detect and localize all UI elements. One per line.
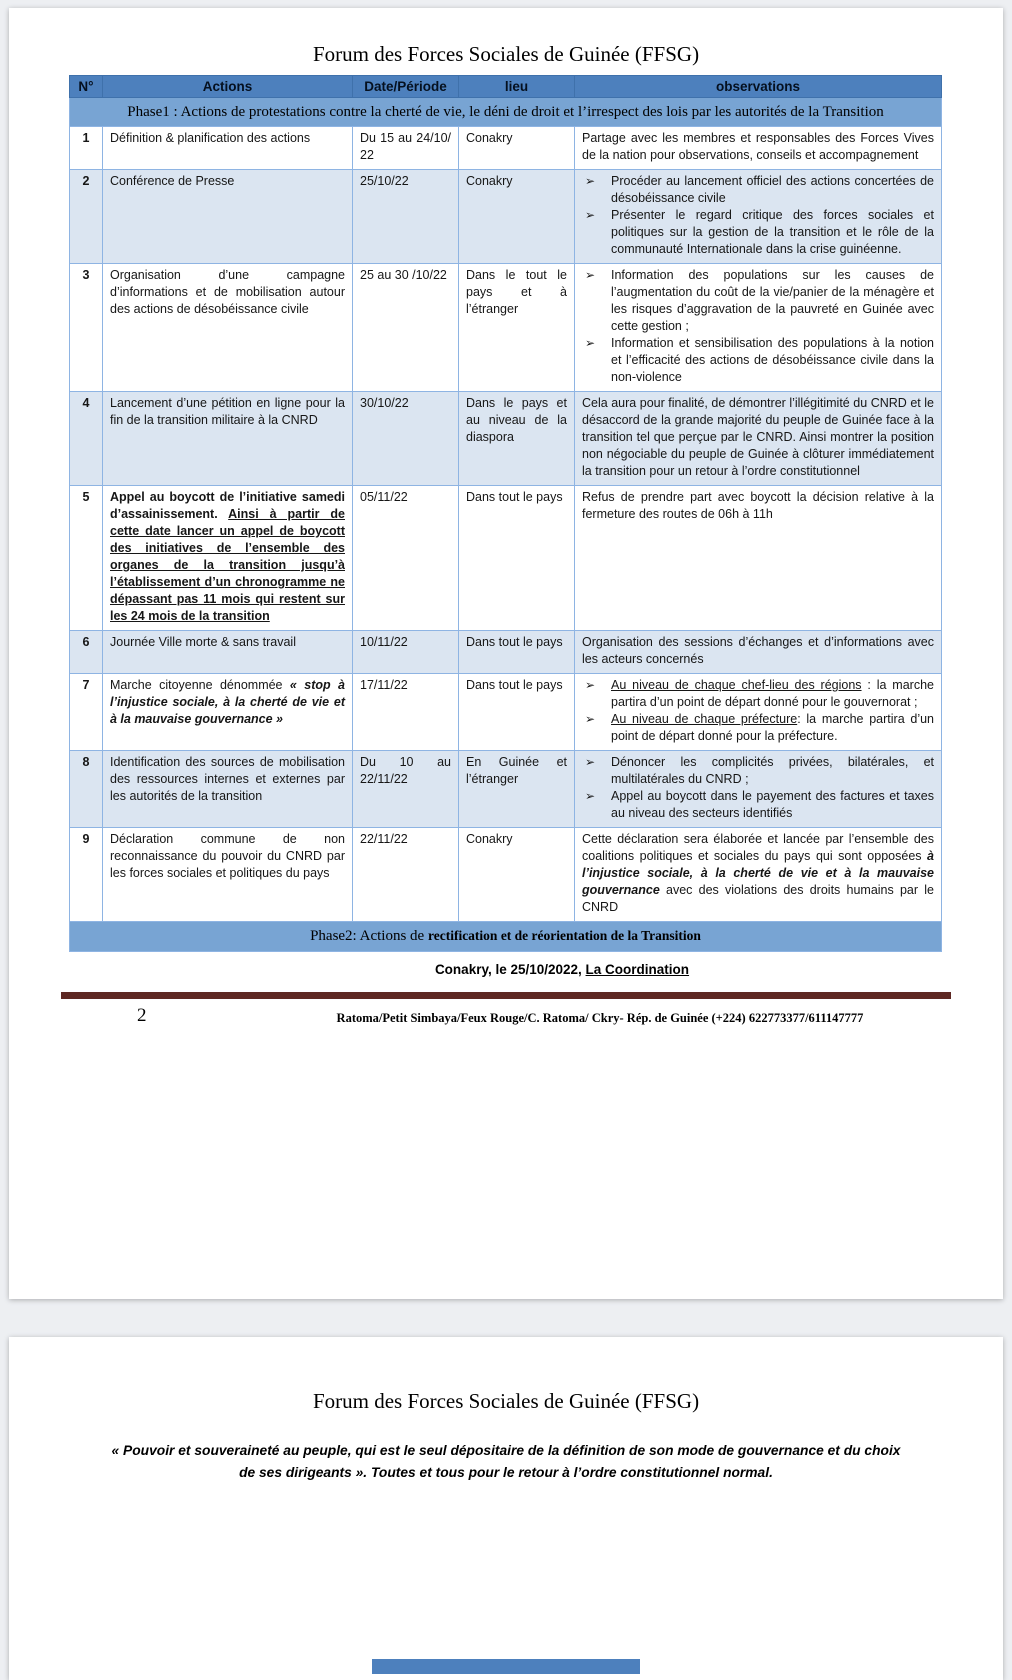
action-cell: [103, 828, 353, 922]
row-number-cell: 5: [70, 486, 103, 631]
observations-cell: [575, 751, 942, 828]
observations-cell: [575, 486, 942, 631]
observation-bullet: [582, 711, 934, 745]
column-header-1: [103, 76, 353, 98]
bullet-text: [611, 788, 934, 822]
column-header-2: [353, 76, 459, 98]
action-cell: [103, 264, 353, 392]
date-cell: 30/10/22: [353, 392, 459, 486]
phase2-band-label: [70, 922, 942, 951]
bullet-arrow-icon: ➢: [585, 712, 596, 727]
observation-bullet: [582, 267, 934, 335]
text-run: Partage avec les membres et responsables des Forces Vives de la nation pour observations, conseils et accompagnement: [582, 131, 934, 163]
observation-bullet: [582, 207, 934, 258]
text-run: Phase1 : Actions de protestations contre la cherté de vie, le déni de droit et l’irrespect des lois par les autorités de la Transition: [127, 104, 884, 120]
observation-bullet: [582, 335, 934, 386]
text-run: Information des populations sur les causes de l’augmentation du coût de la vie/panier de la ménagère et les risques d’aggravation de la pauvreté en Guinée avec cette gestion ;: [611, 268, 934, 334]
column-header-4: [575, 76, 942, 98]
bullet-arrow-icon: ➢: [585, 208, 596, 223]
text-run: à l’injustice sociale, à la cherté de vie et à la mauvaise gouvernance: [582, 849, 934, 898]
row-number-cell: 3: [70, 264, 103, 392]
table-row-9: [70, 828, 942, 922]
text-run: La Coordination: [585, 961, 690, 977]
observations-cell: [575, 264, 942, 392]
lieu-cell: Dans tout le pays: [459, 486, 575, 631]
row-number-cell: 2: [70, 170, 103, 264]
action-cell: [103, 674, 353, 751]
document-title: Forum des Forces Sociales de Guinée (FFSG): [312, 42, 700, 66]
phase1-band-label: [70, 98, 942, 127]
observation-bullet: [582, 173, 934, 207]
text-run: observations: [715, 79, 801, 94]
text-run: Journée Ville morte & sans travail: [110, 635, 296, 650]
bullet-arrow-icon: ➢: [585, 174, 596, 189]
page-footer: [9, 1004, 1003, 1034]
action-cell: [103, 486, 353, 631]
observations-cell: [575, 674, 942, 751]
date-cell: 22/11/22: [353, 828, 459, 922]
phase2-band: [70, 922, 942, 951]
lieu-cell: Conakry: [459, 170, 575, 264]
lieu-cell: Dans tout le pays: [459, 631, 575, 674]
text-run: N°: [78, 79, 94, 94]
bullet-arrow-icon: ➢: [585, 755, 596, 770]
text-run: Date: [364, 79, 394, 94]
date-cell: 25/10/22: [353, 170, 459, 264]
lieu-cell: En Guinée et l’étranger: [459, 751, 575, 828]
text-run: Appel au boycott de l’initiative samedi d’assainissement.: [110, 490, 345, 522]
document-page-2: [9, 1337, 1003, 1680]
text-run: Procéder au lancement officiel des actions concertées de désobéissance civile: [611, 174, 934, 206]
action-cell: [103, 392, 353, 486]
bullet-text: [611, 677, 934, 711]
text-run: Refus de prendre part avec boycott la décision relative à la fermeture des routes de 06h à 11h: [582, 490, 934, 522]
text-run: Dénoncer les complicités privées, bilatérales, et multilatérales du CNRD ;: [611, 755, 934, 787]
text-run: : la marche partira d’un point de départ donné pour le gouvernorat ;: [611, 678, 934, 710]
observation-bullet: [582, 754, 934, 788]
lieu-cell: Dans tout le pays: [459, 674, 575, 751]
actions-table: [69, 75, 942, 952]
observations-cell: [575, 828, 942, 922]
observations-cell: [575, 170, 942, 264]
text-run: Cela aura pour finalité, de démontrer l’illégitimité du CNRD et le désaccord de la grande majorité du peuple de Guinée face à la transition tel que perçue par le CNRD. Ainsi montrer la position non négociable du peuple de Guinée à clôturer immédiatement la transition pour un retour à l’ordre constitutionnel: [582, 396, 934, 479]
lieu-cell: Dans le pays et au niveau de la diaspora: [459, 392, 575, 486]
bullet-text: [611, 335, 934, 386]
observations-cell: [575, 631, 942, 674]
text-run: /Période: [393, 79, 447, 94]
text-run: « stop à l’injustice sociale, à la cherté de vie et à la mauvaise gouvernance »: [110, 678, 345, 727]
bullet-text: [611, 754, 934, 788]
date-cell: 05/11/22: [353, 486, 459, 631]
text-run: Phase2: Actions de: [310, 928, 428, 945]
table-row-6: [70, 631, 942, 674]
motto-quote: « Pouvoir et souveraineté au peuple, qui est le seul dépositaire de la définition de son mode de gouvernance et du choix de ses dirigeants ». Toutes et tous pour le retour à l’ordre constitutionnel normal.: [111, 1443, 901, 1481]
lieu-cell: Conakry: [459, 828, 575, 922]
table-row-2: [70, 170, 942, 264]
text-run: Appel au boycott dans le payement des factures et taxes au niveau des secteurs identifiés: [611, 789, 934, 821]
observation-bullet: [582, 677, 934, 711]
table-row-7: [70, 674, 942, 751]
bullet-arrow-icon: ➢: [585, 678, 596, 693]
row-number-cell: 7: [70, 674, 103, 751]
text-run: Définition & planification des actions: [110, 131, 311, 146]
text-run: Organisation des sessions d’échanges et d’informations avec les acteurs concernés: [582, 635, 934, 667]
observations-cell: [575, 127, 942, 170]
table-row-4: [70, 392, 942, 486]
text-run: Information et sensibilisation des populations à la notion et l’efficacité des actions de désobéissance civile dans la non-violence: [611, 336, 934, 385]
table-row-8: [70, 751, 942, 828]
observations-cell: [575, 392, 942, 486]
row-number-cell: 4: [70, 392, 103, 486]
document-title-page2: Forum des Forces Sociales de Guinée (FFSG): [312, 1389, 700, 1413]
lieu-cell: Dans le tout le pays et à l’étranger: [459, 264, 575, 392]
action-cell: [103, 127, 353, 170]
date-cell: 10/11/22: [353, 631, 459, 674]
table-row-3: [70, 264, 942, 392]
bullet-arrow-icon: ➢: [585, 268, 596, 283]
date-cell: Du 15 au 24/10/ 22: [353, 127, 459, 170]
table-header-row: [70, 76, 942, 98]
phase1-band: [70, 98, 942, 127]
action-cell: [103, 170, 353, 264]
text-run: Au niveau de chaque préfecture: [611, 712, 798, 727]
text-run: : la marche partira d’un point de départ donné pour la préfecture.: [611, 712, 934, 744]
footer-address: Ratoma/Petit Simbaya/Feux Rouge/C. Ratoma/ Ckry- Rép. de Guinée (+224) 622773377/611147777: [336, 1010, 864, 1025]
row-number-cell: 8: [70, 751, 103, 828]
page-number: 2: [137, 1004, 147, 1026]
table-row-5: [70, 486, 942, 631]
action-cell: [103, 751, 353, 828]
text-run: Actions: [202, 79, 253, 94]
text-run: Cette déclaration sera élaborée et lancée par l’ensemble des coalitions politiques et sociales du pays qui sont opposées: [582, 832, 934, 864]
row-number-cell: 1: [70, 127, 103, 170]
bullet-arrow-icon: ➢: [585, 336, 596, 351]
bullet-text: [611, 207, 934, 258]
column-header-3: [459, 76, 575, 98]
bullet-text: [611, 711, 934, 745]
date-cell: 17/11/22: [353, 674, 459, 751]
text-run: avec des violations des droits humains par le CNRD: [582, 883, 934, 915]
column-header-0: [70, 76, 103, 98]
bullet-arrow-icon: ➢: [585, 789, 596, 804]
table-body: [70, 98, 942, 952]
text-run: Lancement d’une pétition en ligne pour la fin de la transition militaire à la CNRD: [110, 396, 345, 428]
bullet-text: [611, 267, 934, 335]
row-number-cell: 9: [70, 828, 103, 922]
text-run: Identification des sources de mobilisation des ressources internes et externes par les autorités de la transition: [110, 755, 345, 804]
text-run: rectification et de réorientation de la Transition: [427, 928, 701, 944]
text-run: Organisation d’une campagne d’informations et de mobilisation autour des actions de désobéissance civile: [110, 268, 345, 317]
footer-divider-bar: [61, 992, 951, 999]
signature-line: [9, 962, 1003, 977]
observation-bullet: [582, 788, 934, 822]
text-run: Conférence de Presse: [110, 174, 235, 189]
row-number-cell: 6: [70, 631, 103, 674]
next-table-header-peek: [372, 1659, 640, 1674]
text-run: Présenter le regard critique des forces sociales et politiques sur la gestion de la transition et le rôle de la communauté Internationale dans la crise guinéenne.: [611, 208, 934, 257]
lieu-cell: Conakry: [459, 127, 575, 170]
date-cell: Du 10 au 22/11/22: [353, 751, 459, 828]
bullet-text: [611, 173, 934, 207]
text-run: Déclaration commune de non reconnaissance du pouvoir du CNRD par les forces sociales et politiques du pays: [110, 832, 345, 881]
text-run: Ainsi à partir de cette date lancer un appel de boycott des initiatives de l’ensemble des organes de la transition jusqu’à l’établissement d’un chronogramme ne dépassant pas 11 mois qui restent sur les 24 mois de la transition: [110, 507, 345, 624]
text-run: Au niveau de chaque chef-lieu des régions: [611, 678, 862, 693]
text-run: Conakry, le 25/10/2022,: [434, 961, 586, 977]
table-row-1: [70, 127, 942, 170]
date-cell: 25 au 30 /10/22: [353, 264, 459, 392]
text-run: lieu: [504, 79, 529, 94]
text-run: Marche citoyenne dénommée: [110, 678, 290, 693]
document-page-1: [9, 8, 1003, 1299]
action-cell: [103, 631, 353, 674]
